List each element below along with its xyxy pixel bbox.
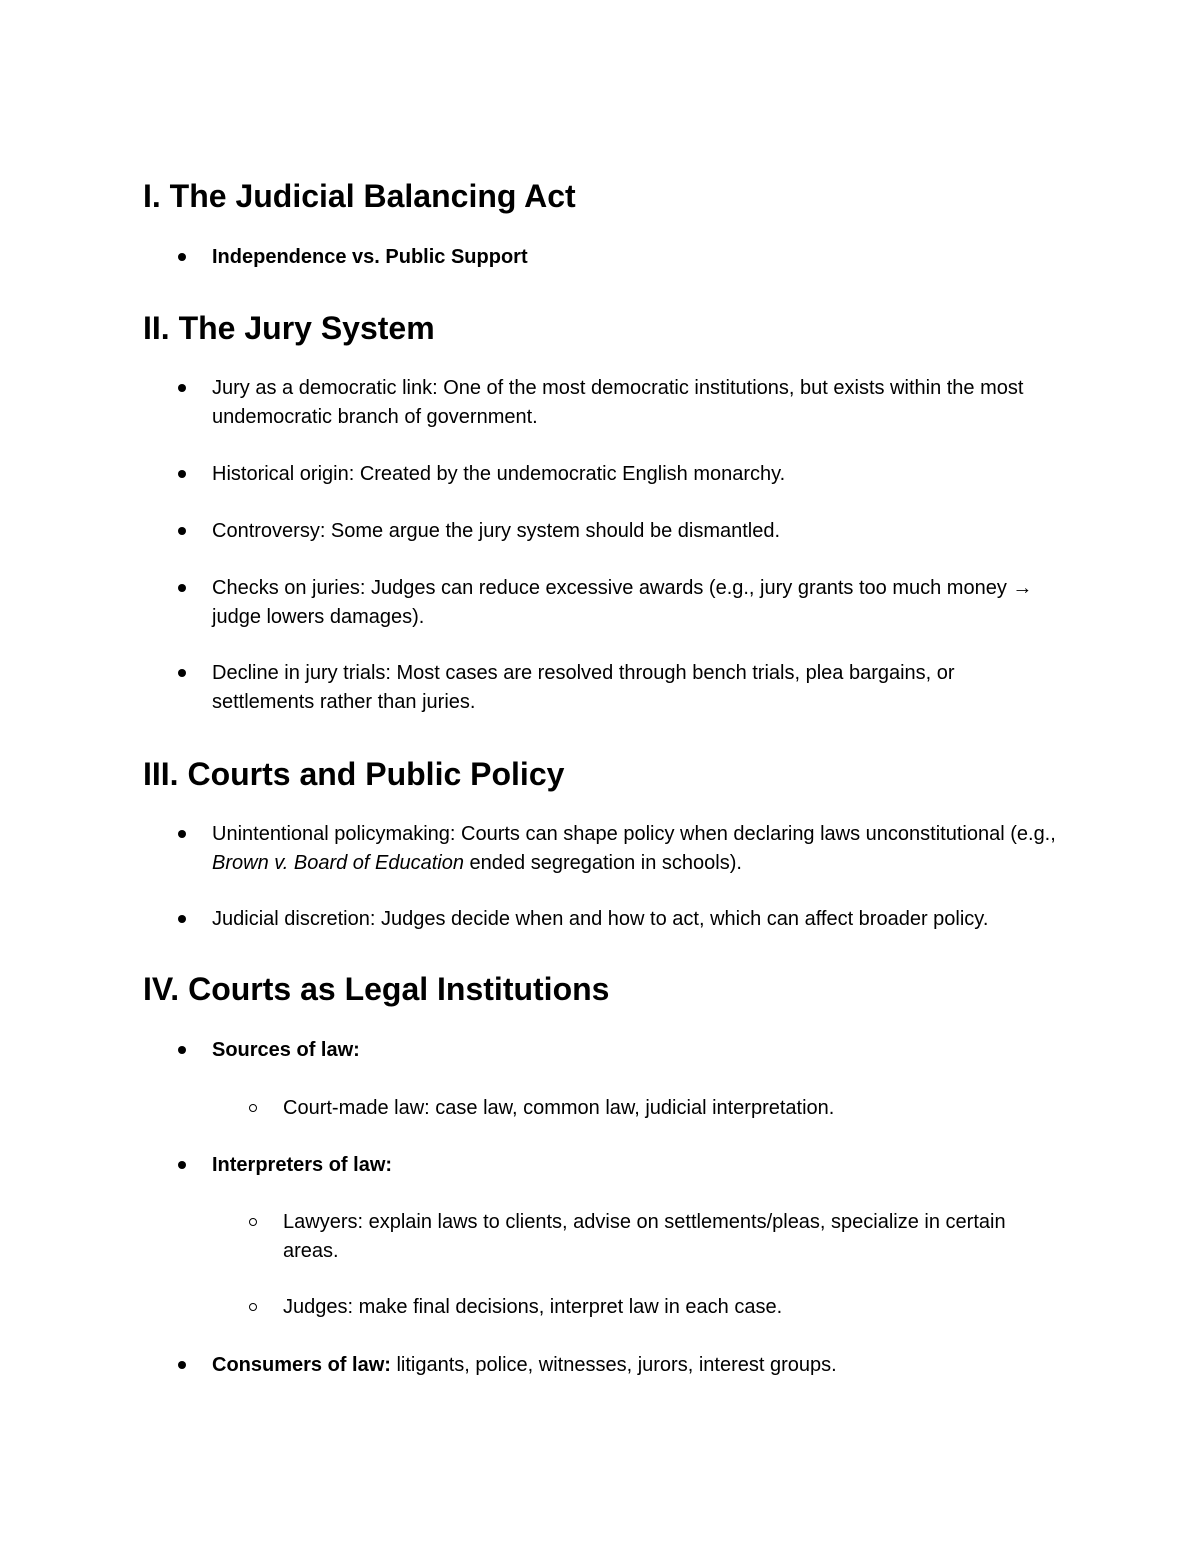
item-text: Checks on juries: Judges can reduce excessive awards (e.g., jury grants too much money → judge lowers damages). [212,577,1033,628]
section-heading-1: I. The Judicial Balancing Act [143,178,576,214]
list-item [212,1351,1062,1380]
list-item [212,517,1062,546]
item-text-after: ended segregation in schools). [464,852,742,874]
item-text: Historical origin: Created by the undemocratic English monarchy. [212,463,786,485]
item-bold-label: Interpreters of law: [212,1154,393,1176]
bullet-icon [178,669,186,677]
sub-list-item [283,1094,1063,1123]
sub-list-item [283,1293,1063,1322]
list-item [212,1036,1062,1065]
bullet-icon [178,584,186,592]
hollow-bullet-icon [249,1218,257,1226]
bullet-icon [178,1161,186,1169]
list-item [212,374,1062,432]
bullet-icon [178,527,186,535]
item-text: Court-made law: case law, common law, judicial interpretation. [283,1097,835,1119]
bullet-icon [178,1046,186,1054]
item-text: Judicial discretion: Judges decide when and how to act, which can affect broader policy. [212,908,989,930]
item-text: Lawyers: explain laws to clients, advise on settlements/pleas, specialize in certain areas. [283,1211,1006,1262]
hollow-bullet-icon [249,1303,257,1311]
section-heading-4: IV. Courts as Legal Institutions [143,971,610,1007]
item-text: Judges: make final decisions, interpret law in each case. [283,1296,783,1318]
list-item [212,905,1062,934]
item-text: Decline in jury trials: Most cases are resolved through bench trials, plea bargains, or settlements rather than juries. [212,662,955,713]
bullet-icon [178,915,186,923]
bullet-icon [178,830,186,838]
bullet-icon [178,470,186,478]
item-bold-label: Independence vs. Public Support [212,246,528,268]
section-heading-2: II. The Jury System [143,310,435,346]
hollow-bullet-icon [249,1104,257,1112]
list-item [212,820,1062,878]
list-item [212,1151,1062,1180]
list-item [212,460,1062,489]
item-text: Jury as a democratic link: One of the most democratic institutions, but exists within the most undemocratic branch of government. [212,377,1024,428]
bullet-icon [178,253,186,261]
list-item [212,574,1062,632]
item-text-before: Unintentional policymaking: Courts can shape policy when declaring laws unconstitutional (e.g., [212,823,1056,845]
section-heading-3: III. Courts and Public Policy [143,756,565,792]
list-item [212,659,1062,717]
bullet-icon [178,384,186,392]
sub-list-item [283,1208,1063,1266]
item-text: litigants, police, witnesses, jurors, interest groups. [390,1354,837,1376]
case-name: Brown v. Board of Education [212,852,464,874]
bullet-icon [178,1361,186,1369]
item-bold-label: Sources of law: [212,1039,360,1061]
item-text: Controversy: Some argue the jury system should be dismantled. [212,520,781,542]
item-bold-label: Consumers of law: [212,1354,391,1376]
list-item [212,243,1062,272]
